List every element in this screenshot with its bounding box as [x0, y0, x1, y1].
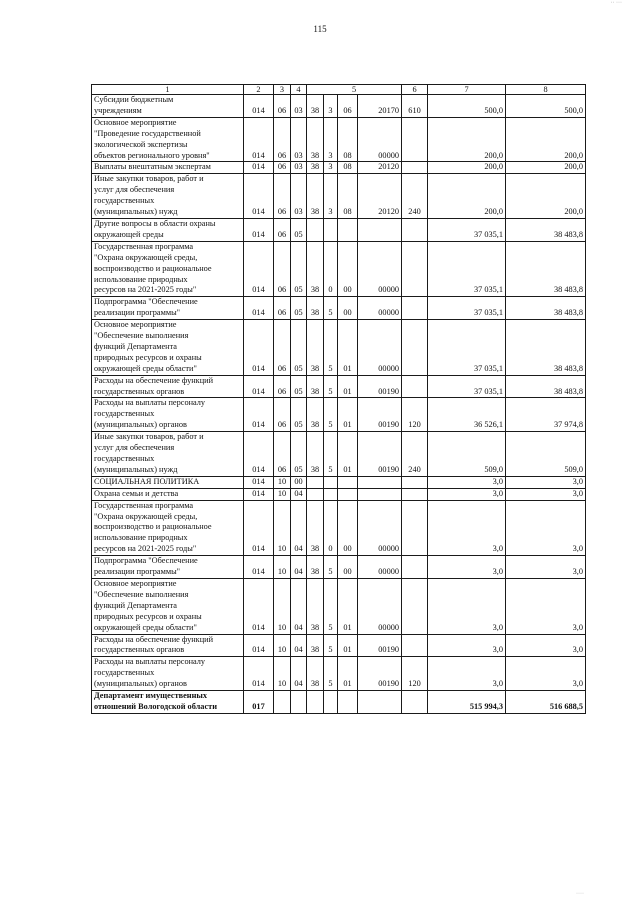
cell-amount-year2: 200,0: [506, 117, 586, 162]
cell-pr: 05: [291, 320, 307, 376]
cell-pr: 05: [291, 432, 307, 477]
cell-amount-year1: 37 035,1: [428, 297, 506, 320]
cell-pr: 04: [291, 500, 307, 556]
row-name-line: Подпрограмма "Обеспечение: [94, 297, 198, 307]
cell-rz: 06: [274, 241, 291, 297]
cell-rz: 10: [274, 634, 291, 657]
cell-ved: 014: [244, 634, 274, 657]
cell-target-code: 00000: [358, 500, 402, 556]
cell-target-code: 00190: [358, 657, 402, 691]
cell-ved: 014: [244, 432, 274, 477]
row-name-line: воспроизводство и рациональное: [94, 522, 212, 532]
cell-amount-year1: 36 526,1: [428, 398, 506, 432]
cell-amount-year1: 3,0: [428, 476, 506, 488]
cell-target-code: 3: [324, 174, 338, 219]
cell-rz: 10: [274, 578, 291, 634]
row-name-line: Субсидии бюджетным: [94, 95, 174, 104]
cell-pr: 04: [291, 578, 307, 634]
bottom-mark: ····: [576, 891, 584, 897]
header-cell: 1: [92, 85, 244, 95]
cell-expense-type: [402, 634, 428, 657]
row-name-line: природных ресурсов и охраны: [94, 611, 202, 621]
cell-ved: 014: [244, 117, 274, 162]
cell-amount-year2: 38 483,8: [506, 375, 586, 398]
row-name-line: Выплаты внештатным экспертам: [94, 162, 211, 172]
cell-target-code: 00190: [358, 634, 402, 657]
table-row: [92, 556, 586, 579]
cell-expense-type: 120: [402, 398, 428, 432]
cell-pr: 03: [291, 162, 307, 174]
row-name-line: "Обеспечение выполнения: [94, 331, 189, 341]
row-name: [92, 398, 244, 432]
cell-target-code: 00000: [358, 117, 402, 162]
row-name: [92, 476, 244, 488]
cell-rz: 10: [274, 556, 291, 579]
cell-rz: 06: [274, 432, 291, 477]
cell-target-code: [307, 691, 324, 714]
cell-target-code: 5: [324, 297, 338, 320]
row-name-line: ресурсов на 2021-2025 годы": [94, 285, 197, 295]
row-name-line: государственных: [94, 409, 155, 419]
cell-target-code: 0: [324, 500, 338, 556]
cell-amount-year1: 3,0: [428, 488, 506, 500]
table-row: [92, 218, 586, 241]
cell-ved: 014: [244, 174, 274, 219]
table-row: [92, 691, 586, 714]
cell-target-code: 08: [338, 162, 358, 174]
cell-target-code: [324, 691, 338, 714]
row-name-line: (муниципальных) нужд: [94, 464, 178, 474]
header-cell: 6: [402, 85, 428, 95]
cell-ved: 014: [244, 578, 274, 634]
row-name-line: Расходы на обеспечение функций: [94, 375, 214, 385]
cell-target-code: [307, 218, 324, 241]
cell-target-code: 38: [307, 174, 324, 219]
cell-amount-year1: 200,0: [428, 162, 506, 174]
cell-amount-year1: 500,0: [428, 95, 506, 118]
row-name-line: экологической экспертизы: [94, 139, 188, 149]
cell-amount-year1: 37 035,1: [428, 320, 506, 376]
cell-rz: 06: [274, 162, 291, 174]
cell-amount-year2: 3,0: [506, 657, 586, 691]
row-name-line: учреждениям: [94, 105, 142, 115]
row-name: [92, 500, 244, 556]
cell-rz: 06: [274, 398, 291, 432]
cell-target-code: [307, 476, 324, 488]
row-name-line: Другие вопросы в области охраны: [94, 218, 216, 228]
cell-target-code: 01: [338, 375, 358, 398]
cell-target-code: [338, 476, 358, 488]
cell-target-code: 38: [307, 578, 324, 634]
cell-expense-type: [402, 375, 428, 398]
cell-ved: 014: [244, 218, 274, 241]
cell-target-code: [338, 218, 358, 241]
cell-ved: 014: [244, 476, 274, 488]
row-name-line: отношений Вологодской области: [94, 701, 217, 711]
cell-rz: 06: [274, 375, 291, 398]
cell-expense-type: [402, 117, 428, 162]
row-name: [92, 432, 244, 477]
cell-ved: 014: [244, 488, 274, 500]
cell-pr: 05: [291, 375, 307, 398]
cell-target-code: [324, 476, 338, 488]
row-name-line: использование природных: [94, 274, 188, 284]
cell-amount-year2: 3,0: [506, 578, 586, 634]
cell-target-code: [358, 691, 402, 714]
cell-expense-type: [402, 500, 428, 556]
row-name-line: воспроизводство и рациональное: [94, 263, 212, 273]
page-number: 115: [313, 24, 327, 34]
cell-rz: 06: [274, 297, 291, 320]
row-name-line: объектов регионального уровня": [94, 150, 210, 160]
row-name-line: (муниципальных) нужд: [94, 207, 178, 217]
cell-rz: 10: [274, 488, 291, 500]
cell-target-code: 00000: [358, 556, 402, 579]
cell-amount-year2: 38 483,8: [506, 241, 586, 297]
cell-amount-year2: 38 483,8: [506, 320, 586, 376]
row-name-line: использование природных: [94, 533, 188, 543]
row-name-line: Департамент имущественных: [94, 691, 207, 701]
row-name: [92, 634, 244, 657]
row-name-line: государственных: [94, 196, 155, 206]
cell-ved: 014: [244, 375, 274, 398]
cell-pr: 05: [291, 398, 307, 432]
cell-target-code: 0: [324, 241, 338, 297]
cell-expense-type: [402, 241, 428, 297]
row-name: [92, 174, 244, 219]
cell-rz: 06: [274, 95, 291, 118]
cell-target-code: 00190: [358, 432, 402, 477]
cell-target-code: 5: [324, 432, 338, 477]
cell-amount-year1: 3,0: [428, 634, 506, 657]
cell-expense-type: [402, 556, 428, 579]
cell-pr: 04: [291, 556, 307, 579]
cell-target-code: 00190: [358, 398, 402, 432]
cell-ved: 014: [244, 657, 274, 691]
header-cell: 3: [274, 85, 291, 95]
cell-target-code: 01: [338, 432, 358, 477]
row-name-line: природных ресурсов и охраны: [94, 352, 202, 362]
row-name-line: Иные закупки товаров, работ и: [94, 174, 204, 184]
row-name-line: Подпрограмма "Обеспечение: [94, 556, 198, 566]
row-name: [92, 162, 244, 174]
cell-target-code: 38: [307, 117, 324, 162]
cell-amount-year1: 37 035,1: [428, 375, 506, 398]
cell-ved: 014: [244, 556, 274, 579]
cell-target-code: 00000: [358, 297, 402, 320]
cell-pr: 03: [291, 174, 307, 219]
row-name-line: (муниципальных) органов: [94, 679, 187, 689]
cell-target-code: 38: [307, 320, 324, 376]
row-name-line: государственных органов: [94, 386, 185, 396]
cell-amount-year1: 515 994,3: [428, 691, 506, 714]
cell-target-code: 08: [338, 117, 358, 162]
row-name: [92, 488, 244, 500]
cell-target-code: 38: [307, 657, 324, 691]
cell-pr: 04: [291, 634, 307, 657]
table-row: [92, 500, 586, 556]
row-name: [92, 95, 244, 118]
row-name: [92, 218, 244, 241]
table-row: [92, 432, 586, 477]
cell-expense-type: [402, 488, 428, 500]
cell-pr: [291, 691, 307, 714]
cell-ved: 014: [244, 398, 274, 432]
row-name-line: Охрана семьи и детства: [94, 488, 179, 498]
cell-amount-year1: 509,0: [428, 432, 506, 477]
cell-target-code: 00000: [358, 241, 402, 297]
cell-expense-type: [402, 162, 428, 174]
cell-rz: 10: [274, 657, 291, 691]
cell-amount-year1: 3,0: [428, 500, 506, 556]
cell-ved: 017: [244, 691, 274, 714]
cell-expense-type: [402, 691, 428, 714]
cell-target-code: 00190: [358, 375, 402, 398]
cell-ved: 014: [244, 162, 274, 174]
row-name: [92, 657, 244, 691]
cell-target-code: 08: [338, 174, 358, 219]
header-row: [92, 85, 586, 95]
cell-pr: 03: [291, 117, 307, 162]
row-name-line: "Обеспечение выполнения: [94, 589, 189, 599]
cell-expense-type: [402, 297, 428, 320]
cell-rz: 10: [274, 476, 291, 488]
cell-amount-year1: 3,0: [428, 556, 506, 579]
header-cell: 7: [428, 85, 506, 95]
row-name-line: Государственная программа: [94, 500, 194, 510]
cell-target-code: 38: [307, 500, 324, 556]
cell-target-code: 01: [338, 320, 358, 376]
header-cell: 2: [244, 85, 274, 95]
header-cell: 5: [307, 85, 402, 95]
cell-target-code: [324, 218, 338, 241]
cell-expense-type: 120: [402, 657, 428, 691]
row-name: [92, 578, 244, 634]
cell-target-code: 3: [324, 117, 338, 162]
table-row: [92, 95, 586, 118]
cell-target-code: 00000: [358, 320, 402, 376]
row-name-line: услуг для обеспечения: [94, 185, 175, 195]
row-name: [92, 241, 244, 297]
cell-pr: 03: [291, 95, 307, 118]
cell-amount-year2: 3,0: [506, 488, 586, 500]
row-name-line: (муниципальных) органов: [94, 420, 187, 430]
table-row: [92, 578, 586, 634]
table-body: [92, 95, 586, 714]
cell-amount-year2: 38 483,8: [506, 218, 586, 241]
cell-amount-year1: 37 035,1: [428, 218, 506, 241]
cell-expense-type: [402, 476, 428, 488]
cell-target-code: 01: [338, 657, 358, 691]
cell-target-code: [338, 488, 358, 500]
table-row: [92, 241, 586, 297]
row-name-line: функций Департамента: [94, 341, 177, 351]
table-row: [92, 488, 586, 500]
cell-ved: 014: [244, 500, 274, 556]
cell-target-code: 20170: [358, 95, 402, 118]
cell-target-code: [324, 488, 338, 500]
cell-ved: 014: [244, 95, 274, 118]
cell-amount-year2: 509,0: [506, 432, 586, 477]
cell-amount-year2: 3,0: [506, 556, 586, 579]
cell-expense-type: [402, 578, 428, 634]
row-name: [92, 297, 244, 320]
cell-target-code: 5: [324, 375, 338, 398]
row-name: [92, 556, 244, 579]
cell-amount-year2: 500,0: [506, 95, 586, 118]
row-name: [92, 117, 244, 162]
cell-target-code: 01: [338, 578, 358, 634]
table-row: [92, 634, 586, 657]
cell-pr: 04: [291, 657, 307, 691]
cell-ved: 014: [244, 320, 274, 376]
cell-expense-type: 240: [402, 432, 428, 477]
cell-rz: 06: [274, 117, 291, 162]
cell-rz: 06: [274, 320, 291, 376]
cell-target-code: 5: [324, 634, 338, 657]
cell-amount-year2: 37 974,8: [506, 398, 586, 432]
header-cell: 4: [291, 85, 307, 95]
table-row: [92, 162, 586, 174]
cell-target-code: 38: [307, 634, 324, 657]
cell-target-code: [358, 476, 402, 488]
row-name-line: государственных органов: [94, 645, 185, 655]
cell-target-code: 20120: [358, 162, 402, 174]
cell-target-code: 01: [338, 398, 358, 432]
cell-rz: [274, 691, 291, 714]
cell-amount-year2: 516 688,5: [506, 691, 586, 714]
row-name-line: реализации программы": [94, 308, 181, 318]
table-row: [92, 657, 586, 691]
table-row: [92, 320, 586, 376]
cell-ved: 014: [244, 241, 274, 297]
cell-amount-year1: 200,0: [428, 174, 506, 219]
cell-amount-year1: 3,0: [428, 657, 506, 691]
cell-target-code: 00: [338, 556, 358, 579]
table-row: [92, 375, 586, 398]
cell-ved: 014: [244, 297, 274, 320]
cell-target-code: 5: [324, 556, 338, 579]
row-name-line: ресурсов на 2021-2025 годы": [94, 544, 197, 554]
table-row: [92, 174, 586, 219]
cell-target-code: 3: [324, 162, 338, 174]
table-row: [92, 117, 586, 162]
cell-pr: 05: [291, 297, 307, 320]
table-row: [92, 297, 586, 320]
cell-rz: 06: [274, 174, 291, 219]
row-name-line: Основное мероприятие: [94, 320, 177, 330]
table-row: [92, 398, 586, 432]
cell-target-code: 5: [324, 398, 338, 432]
cell-amount-year1: 37 035,1: [428, 241, 506, 297]
cell-expense-type: [402, 218, 428, 241]
row-name-line: услуг для обеспечения: [94, 443, 175, 453]
cell-target-code: 20120: [358, 174, 402, 219]
cell-amount-year2: 3,0: [506, 476, 586, 488]
cell-target-code: 38: [307, 375, 324, 398]
cell-pr: 04: [291, 488, 307, 500]
cell-target-code: 38: [307, 241, 324, 297]
cell-amount-year2: 200,0: [506, 174, 586, 219]
cell-target-code: 00: [338, 500, 358, 556]
row-name: [92, 320, 244, 376]
budget-table: [91, 84, 586, 714]
cell-target-code: [358, 488, 402, 500]
cell-pr: 05: [291, 241, 307, 297]
row-name-line: окружающей среды области": [94, 363, 197, 373]
table-row: [92, 476, 586, 488]
header-cell: 8: [506, 85, 586, 95]
cell-target-code: 38: [307, 556, 324, 579]
cell-amount-year2: 3,0: [506, 634, 586, 657]
row-name-line: государственных: [94, 454, 155, 463]
cell-amount-year1: 200,0: [428, 117, 506, 162]
cell-target-code: 3: [324, 95, 338, 118]
cell-amount-year1: 3,0: [428, 578, 506, 634]
cell-expense-type: 240: [402, 174, 428, 219]
cell-target-code: 5: [324, 578, 338, 634]
cell-target-code: [358, 218, 402, 241]
row-name: [92, 375, 244, 398]
row-name-line: государственных: [94, 668, 155, 678]
row-name-line: функций Департамента: [94, 600, 177, 610]
cell-target-code: 00: [338, 241, 358, 297]
cell-target-code: 06: [338, 95, 358, 118]
row-name-line: Иные закупки товаров, работ и: [94, 432, 204, 442]
cell-target-code: 00000: [358, 578, 402, 634]
row-name-line: "Охрана окружающей среды,: [94, 511, 198, 521]
row-name-line: "Проведение государственной: [94, 128, 201, 138]
cell-target-code: 01: [338, 634, 358, 657]
cell-target-code: 38: [307, 297, 324, 320]
cell-target-code: [307, 488, 324, 500]
corner-mark: ·· ···: [610, 0, 622, 6]
row-name-line: СОЦИАЛЬНАЯ ПОЛИТИКА: [94, 476, 200, 486]
cell-expense-type: 610: [402, 95, 428, 118]
cell-rz: 10: [274, 500, 291, 556]
cell-target-code: 5: [324, 657, 338, 691]
cell-amount-year2: 38 483,8: [506, 297, 586, 320]
row-name-line: Основное мероприятие: [94, 578, 177, 588]
row-name-line: "Охрана окружающей среды,: [94, 252, 198, 262]
cell-target-code: 38: [307, 432, 324, 477]
row-name-line: реализации программы": [94, 567, 181, 577]
cell-amount-year2: 200,0: [506, 162, 586, 174]
cell-target-code: 38: [307, 162, 324, 174]
cell-target-code: 5: [324, 320, 338, 376]
row-name-line: Государственная программа: [94, 241, 194, 251]
cell-rz: 06: [274, 218, 291, 241]
row-name-line: окружающей среды: [94, 229, 164, 239]
row-name-line: Расходы на выплаты персоналу: [94, 398, 206, 408]
cell-target-code: [338, 691, 358, 714]
cell-amount-year2: 3,0: [506, 500, 586, 556]
cell-target-code: 00: [338, 297, 358, 320]
row-name-line: Расходы на обеспечение функций: [94, 634, 214, 644]
cell-target-code: 38: [307, 398, 324, 432]
cell-pr: 05: [291, 218, 307, 241]
row-name-line: окружающей среды области": [94, 622, 197, 632]
row-name-line: Расходы на выплаты персоналу: [94, 657, 206, 667]
cell-expense-type: [402, 320, 428, 376]
cell-target-code: 38: [307, 95, 324, 118]
row-name: [92, 691, 244, 714]
row-name-line: Основное мероприятие: [94, 117, 177, 127]
cell-pr: 00: [291, 476, 307, 488]
